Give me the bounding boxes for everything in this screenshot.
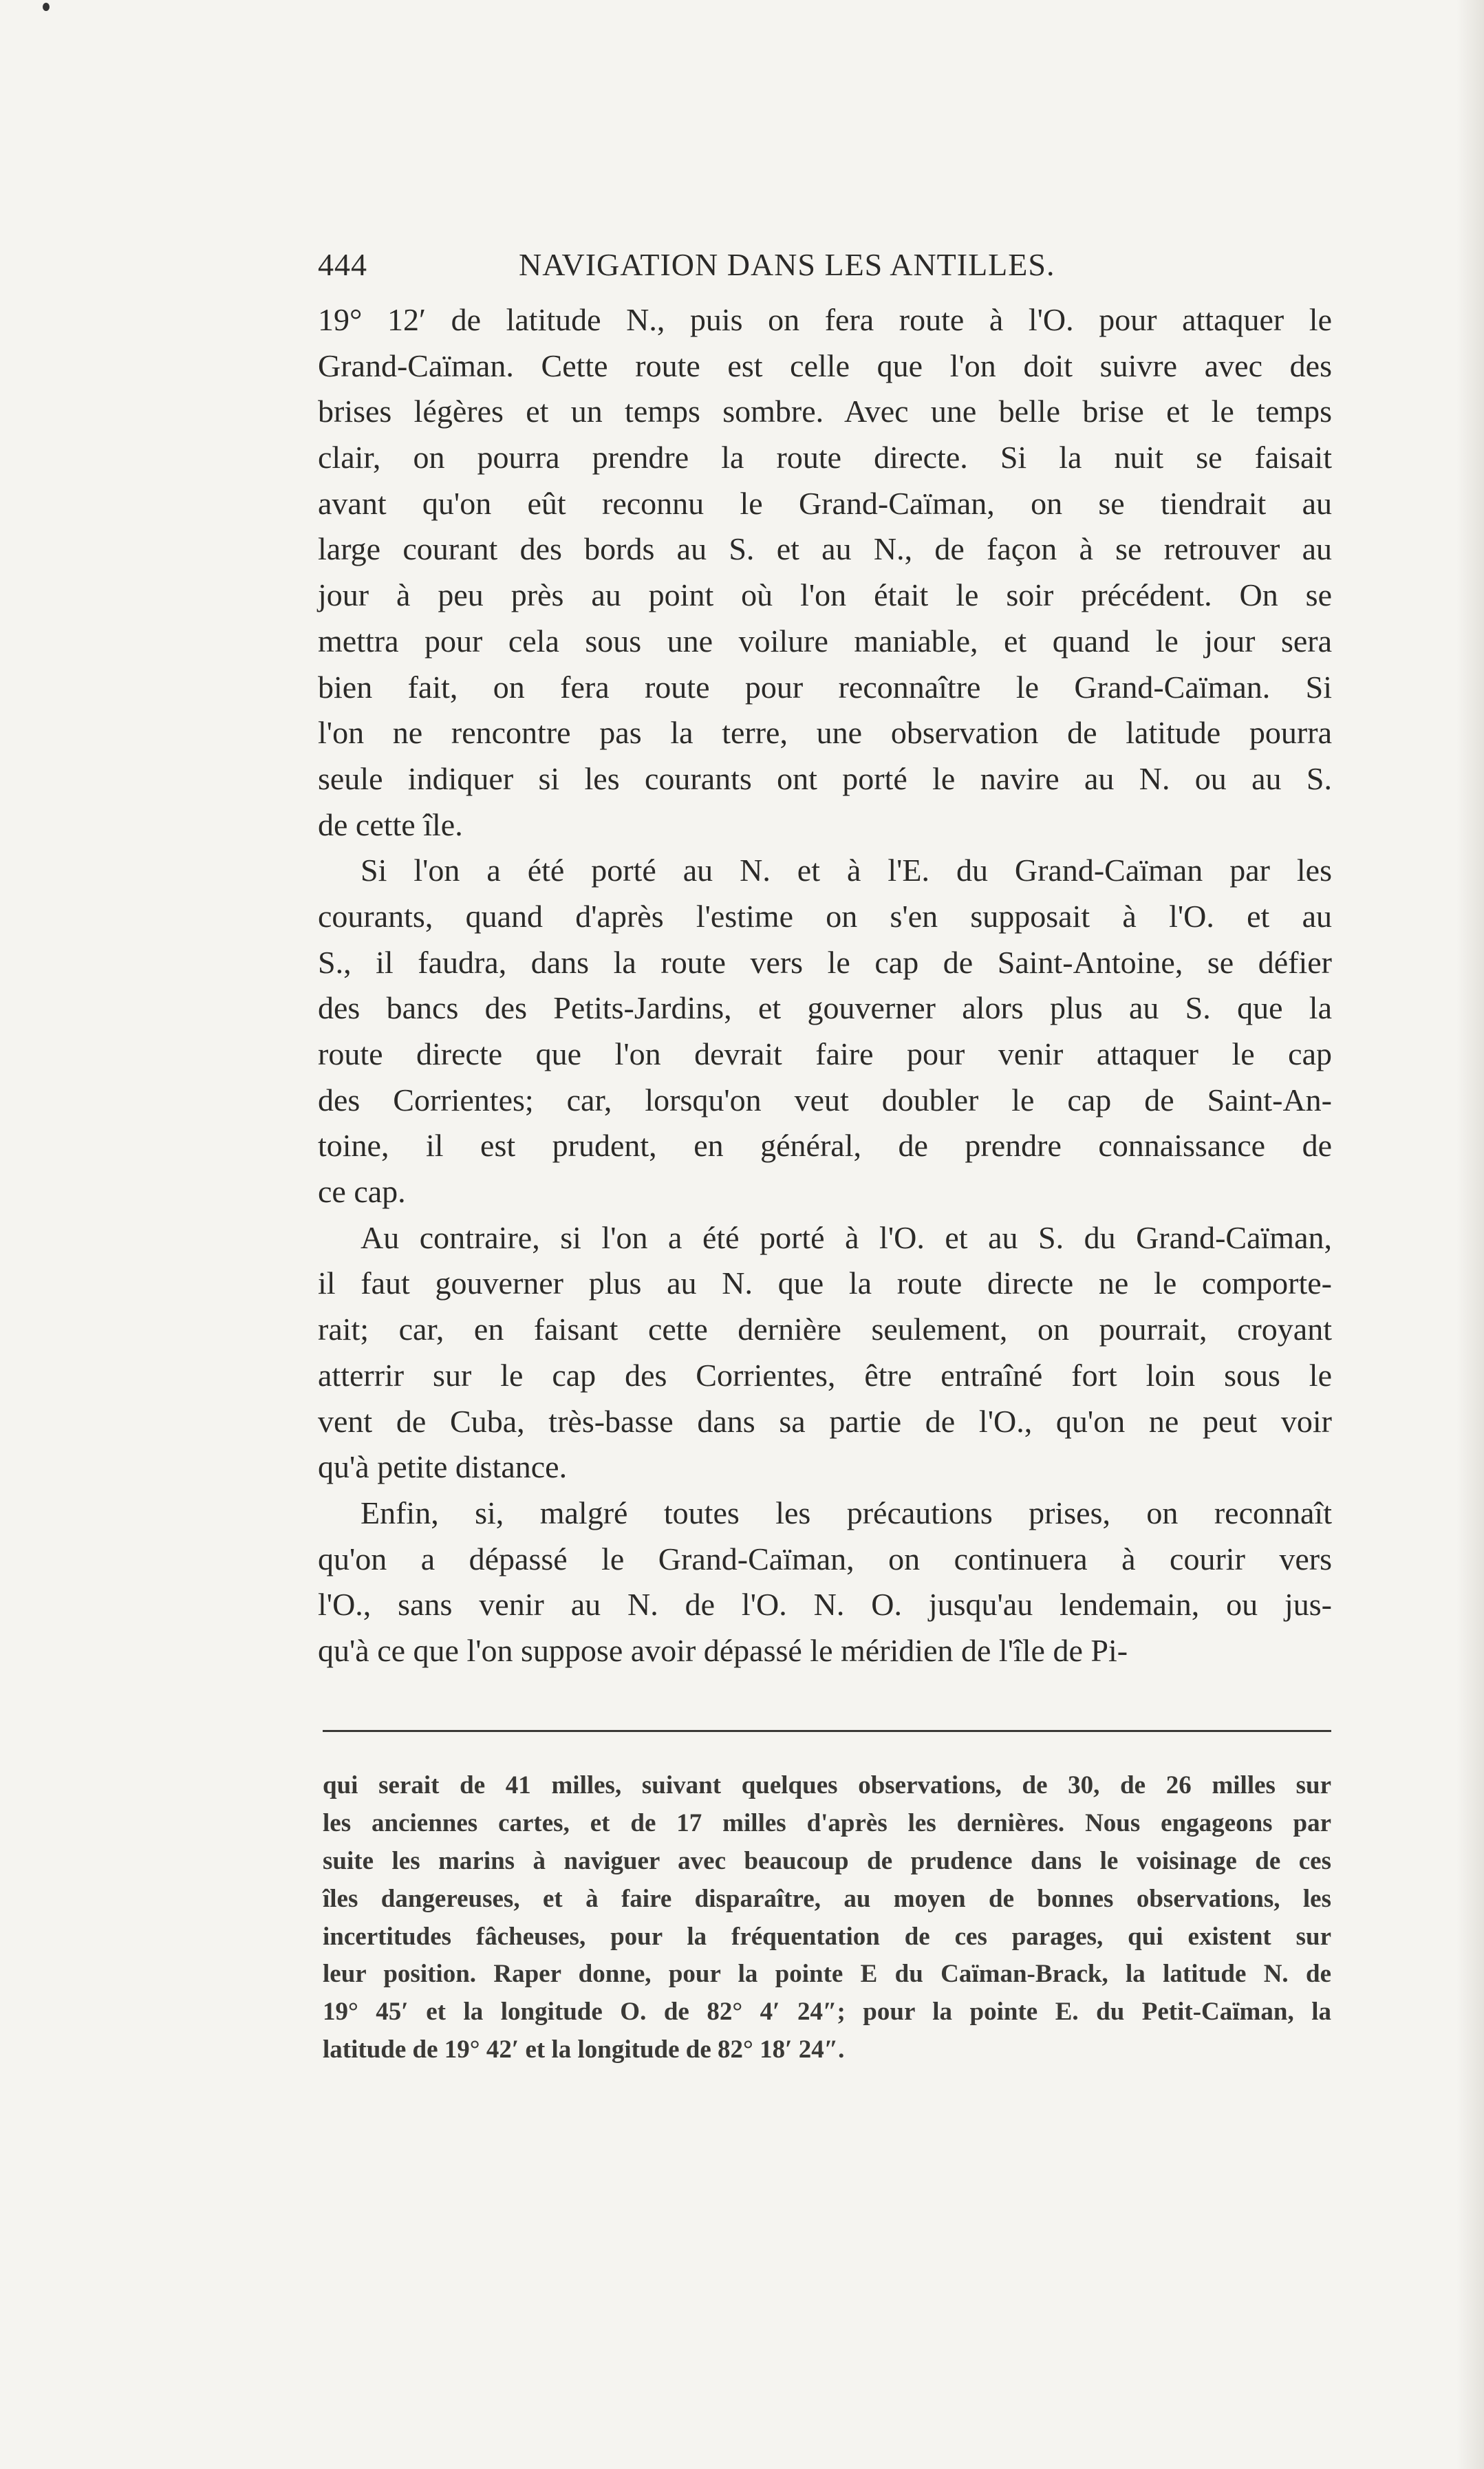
- text-line: 19° 12′ de latitude N., puis on fera route à l'O. pour attaquer le: [318, 302, 1332, 337]
- footnote-line: leur position. Raper donne, pour la pointe E du Caïman-Brack, la latitude N. de: [323, 1960, 1331, 1989]
- text-line: ce cap.: [318, 1174, 406, 1210]
- ink-speck: [43, 3, 50, 11]
- text-line: qu'à ce que l'on suppose avoir dépassé le méridien de l'île de Pi-: [318, 1632, 1128, 1668]
- footnote-line: incertitudes fâcheuses, pour la fréquentation de ces parages, qui existent sur: [323, 1922, 1331, 1951]
- text-line: brises légères et un temps sombre. Avec une belle brise et le temps: [318, 394, 1332, 429]
- main-text: [318, 297, 1332, 1674]
- text-line: courants, quand d'après l'estime on s'en supposait à l'O. et au: [318, 898, 1332, 934]
- text-line: l'on ne rencontre pas la terre, une observation de latitude pourra: [318, 715, 1332, 751]
- text-line: mettra pour cela sous une voilure maniable, et quand le jour sera: [318, 623, 1332, 659]
- text-line: l'O., sans venir au N. de l'O. N. O. jusqu'au lendemain, ou jus-: [318, 1587, 1332, 1623]
- running-header: [318, 246, 1130, 290]
- footnote-line: les anciennes cartes, et de 17 milles d'après les dernières. Nous engageons par: [323, 1808, 1331, 1837]
- footnote-line: 19° 45′ et la longitude O. de 82° 4′ 24″; pour la pointe E. du Petit-Caïman, la: [323, 1998, 1331, 2027]
- text-line: jour à peu près au point où l'on était le soir précédent. On se: [318, 577, 1332, 613]
- text-line: qu'à petite distance.: [318, 1449, 568, 1485]
- text-line: rait; car, en faisant cette dernière seulement, on pourrait, croyant: [318, 1312, 1332, 1347]
- footnote: [323, 1767, 1331, 2069]
- text-line: atterrir sur le cap des Corrientes, être entraîné fort loin sous le: [318, 1357, 1332, 1393]
- text-line: clair, on pourra prendre la route directe. Si la nuit se faisait: [318, 440, 1332, 475]
- text-line: il faut gouverner plus au N. que la route directe ne le comporte-: [318, 1265, 1332, 1301]
- text-line: S., il faudra, dans la route vers le cap de Saint-Antoine, se défier: [318, 944, 1332, 980]
- text-line: qu'on a dépassé le Grand-Caïman, on continuera à courir vers: [318, 1541, 1332, 1576]
- text-line: des Corrientes; car, lorsqu'on veut doubler le cap de Saint-An-: [318, 1082, 1332, 1118]
- text-line: vent de Cuba, très-basse dans sa partie de l'O., qu'on ne peut voir: [318, 1403, 1332, 1439]
- text-line: avant qu'on eût reconnu le Grand-Caïman, on se tiendrait au: [318, 485, 1332, 521]
- page-edge-shadow: [1456, 0, 1484, 2469]
- text-line: des bancs des Petits-Jardins, et gouverner alors plus au S. que la: [318, 990, 1332, 1026]
- text-line: Si l'on a été porté au N. et à l'E. du Grand-Caïman par les: [361, 853, 1332, 888]
- text-line: route directe que l'on devrait faire pour venir attaquer le cap: [318, 1036, 1332, 1071]
- running-title: NAVIGATION DANS LES ANTILLES.: [519, 247, 1055, 282]
- page-number: 444: [318, 247, 367, 282]
- text-line: toine, il est prudent, en général, de prendre connaissance de: [318, 1128, 1332, 1164]
- footnote-divider: [323, 1730, 1331, 1732]
- footnote-line: qui serait de 41 milles, suivant quelques observations, de 30, de 26 milles sur: [323, 1771, 1331, 1799]
- text-line: large courant des bords au S. et au N., de façon à se retrouver au: [318, 531, 1332, 567]
- footnote-line: suite les marins à naviguer avec beaucoup de prudence dans le voisinage de ces: [323, 1846, 1331, 1875]
- text-line: Enfin, si, malgré toutes les précautions prises, on reconnaît: [361, 1495, 1332, 1530]
- text-line: bien fait, on fera route pour reconnaître le Grand-Caïman. Si: [318, 669, 1332, 705]
- footnote-line: latitude de 19° 42′ et la longitude de 82° 18′ 24″.: [323, 2035, 845, 2064]
- text-line: Grand-Caïman. Cette route est celle que l'on doit suivre avec des: [318, 348, 1332, 383]
- text-line: de cette île.: [318, 806, 463, 842]
- text-line: seule indiquer si les courants ont porté le navire au N. ou au S.: [318, 760, 1332, 796]
- text-line: Au contraire, si l'on a été porté à l'O. et au S. du Grand-Caïman,: [361, 1219, 1332, 1255]
- footnote-line: îles dangereuses, et à faire disparaître, au moyen de bonnes observations, les: [323, 1884, 1331, 1913]
